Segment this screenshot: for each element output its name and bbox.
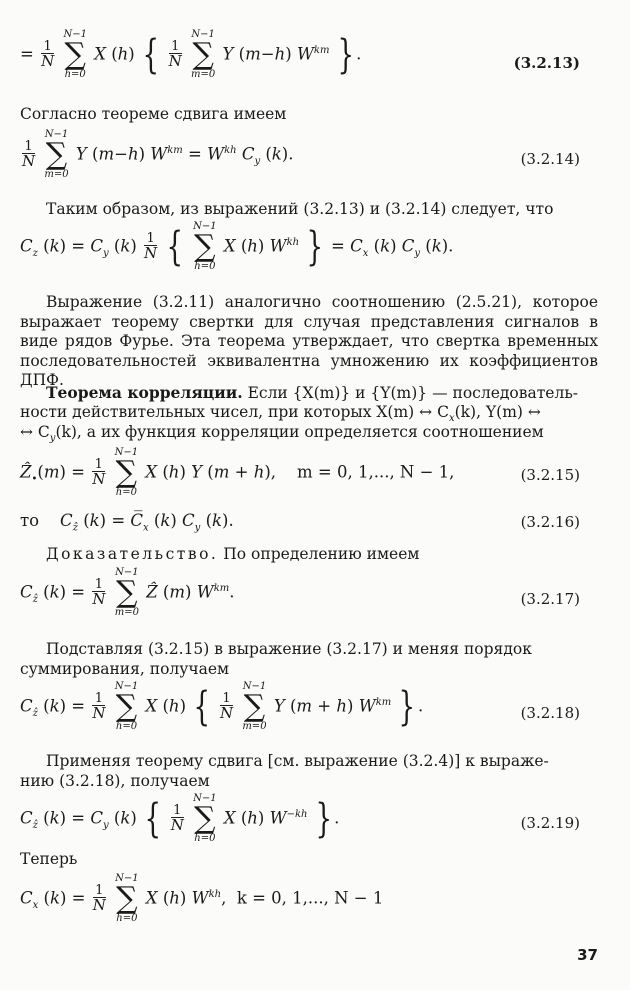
equation-3-2-18: $C_ẑ$ (k) = $\frac{1}{N}$ N−1 ∑ h=0 X (h) { $\frac{1}{N}$ N−1 ∑ m=0 Y (m + h) $W^{km}$ } . (3.2.18) xyxy=(20,681,580,732)
text-span: ности действительных чисел, при которых X(m) ↔ C xyxy=(20,403,449,421)
equation-3-2-14: $\frac{1}{N}$ N−1 ∑ m=0 Y (m−h) $W^{km} = W^{kh}$ $C_y$ (k). (3.2.14) xyxy=(22,129,580,180)
equation-number: (3.2.17) xyxy=(520,590,580,608)
equation-3-2-17: $C_ẑ$ (k) = $\frac{1}{N}$ N−1 ∑ m=0 Ẑ (m) $W^{km}$. (3.2.17) xyxy=(20,567,580,618)
text-span: Если {X(m)} и {Y(m)} — последователь- xyxy=(247,384,578,402)
text-span: ↔ C xyxy=(20,423,50,441)
equation-number: (3.2.14) xyxy=(520,150,580,168)
equation-number: (3.2.19) xyxy=(520,814,580,832)
paragraph-convolution: Выражение (3.2.11) аналогично соотношению (2.5.21), которое выражает теорему свертки для случая представления сигналов в виде рядов Фурье. Эта теорема утверждает, что свертка временных последовательностей эквивалентна умножению их коэффициентов ДПФ. xyxy=(20,293,598,390)
theorem-title: Теорема корреляции. xyxy=(46,383,243,402)
equation-3-2-19: $C_ẑ$ $(k) = C_y$ (k) { $\frac{1}{N}$ N−1 ∑ h=0 X (h) $W^{-kh}$ } . (3.2.19) xyxy=(20,793,580,844)
equation-3-2-13: = $\frac{1}{N}$ N−1 ∑ h=0 X (h) { $\frac{1}{N}$ N−1 ∑ m=0 Y (m−h) $W^{km}$ } . (3.2.13) xyxy=(20,29,580,80)
theorem-line-1 xyxy=(46,383,578,402)
equation-cz: $C_z$ $(k) = C_y$ (k) $\frac{1}{N}$ { N−1 ∑ h=0 X (h) $W^{kh}$ } = $C_x$ (k) $C_y$ (k). xyxy=(20,221,454,272)
theorem-line-3: ↔ $C_y(k)$, а их функция корреляции определяется соотношением xyxy=(20,423,544,445)
text-line: Подставляя (3.2.15) в выражение (3.2.17) и меняя порядок xyxy=(46,640,532,658)
page-number: 37 xyxy=(577,946,598,964)
text-span: k = 0, 1,..., N − 1 xyxy=(236,888,384,908)
text-line: Теперь xyxy=(20,850,78,868)
equation-3-2-15: Ẑ$_•$(m) = $\frac{1}{N}$ N−1 ∑ h=0 X (h) Y (m + h), m = 0, 1,..., N − 1, (3.2.15) xyxy=(20,447,580,498)
text-span: m = 0, 1,..., N − 1, xyxy=(297,462,455,482)
text-line: Согласно теореме сдвига имеем xyxy=(20,105,287,123)
equation-number: (3.2.13) xyxy=(513,54,580,72)
proof-line xyxy=(46,545,419,563)
text-line: нию (3.2.18), получаем xyxy=(20,772,210,790)
theorem-line-2: ности действительных чисел, при которых X(m) ↔ $C_x(k)$, Y(m) ↔ xyxy=(20,403,541,425)
text-line: Применяя теорему сдвига [см. выражение (3.2.4)] к выраже- xyxy=(46,752,549,770)
text-line: Таким образом, из выражений (3.2.13) и (3.2.14) следует, что xyxy=(46,200,554,218)
text-line: суммирования, получаем xyxy=(20,660,230,678)
proof-word: Доказательство. xyxy=(46,545,219,563)
equation-number: (3.2.15) xyxy=(520,466,580,484)
text-span: (k), а их функция корреляции определяется соотношением xyxy=(55,423,544,441)
equation-number: (3.2.18) xyxy=(520,704,580,722)
equation-3-2-16: то $C_ẑ$ $(k) = C̅_x$ (k) $C_y$ (k). (3.2.16) xyxy=(20,511,580,534)
text-span: По определению имеем xyxy=(223,545,420,563)
text-span: то xyxy=(20,511,40,530)
equation-cx: $C_x$ (k) = $\frac{1}{N}$ N−1 ∑ h=0 X (h) $W^{kh}$, k = 0, 1,..., N − 1 xyxy=(20,873,384,924)
text-span: (k), Y(m) ↔ xyxy=(454,403,541,421)
equation-number: (3.2.16) xyxy=(520,513,580,531)
